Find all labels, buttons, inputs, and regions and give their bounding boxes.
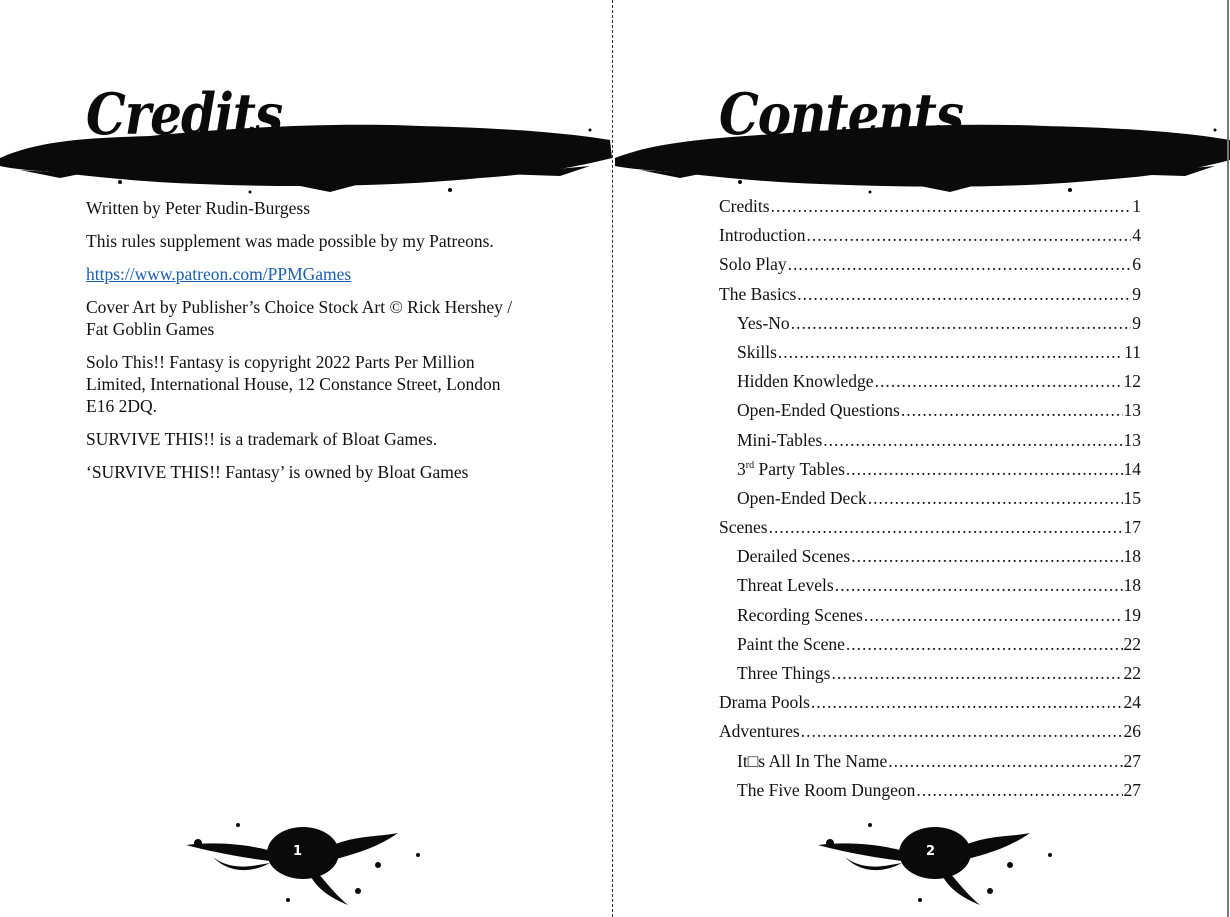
toc-subentry[interactable]: 3rd Party Tables ..... 14 (719, 459, 1141, 488)
ink-splat-icon (810, 805, 1070, 915)
toc-entry[interactable]: The Basics ..... 9 (719, 284, 1141, 313)
ownership-notice: ‘SURVIVE THIS!! Fantasy’ is owned by Bloat Games (86, 462, 469, 482)
page-heading: Contents (719, 80, 964, 148)
table-of-contents (719, 196, 1141, 809)
toc-subentry[interactable]: Yes-No ..... 9 (719, 313, 1141, 342)
page-number: 1 (293, 844, 303, 859)
toc-subentry[interactable]: Derailed Scenes ..... 18 (719, 546, 1141, 575)
toc-entry[interactable]: Credits ..... 1 (719, 196, 1141, 225)
page-heading: Credits (86, 80, 283, 148)
document-edge (1227, 0, 1229, 917)
credits-section (86, 197, 516, 494)
toc-subentry[interactable]: Paint the Scene ..... 22 (719, 634, 1141, 663)
toc-subentry[interactable]: Hidden Knowledge ..... 12 (719, 371, 1141, 400)
toc-subentry[interactable]: Open-Ended Questions ..... 13 (719, 400, 1141, 429)
ink-splat-icon (178, 805, 438, 915)
right-page (615, 0, 1230, 917)
toc-subentry[interactable]: Recording Scenes ..... 19 (719, 605, 1141, 634)
copyright-notice: Solo This!! Fantasy is copyright 2022 Parts Per Million Limited, International House, 12 Constance Street, London E16 2DQ. (86, 352, 501, 416)
toc-entry[interactable]: Solo Play ..... 6 (719, 254, 1141, 283)
toc-subentry[interactable]: Three Things ..... 22 (719, 663, 1141, 692)
toc-subentry[interactable]: Skills ..... 11 (719, 342, 1141, 371)
toc-entry[interactable]: Introduction ..... 4 (719, 225, 1141, 254)
cover-art-credit: Cover Art by Publisher’s Choice Stock Art © Rick Hershey / Fat Goblin Games (86, 297, 513, 339)
left-page (0, 0, 612, 917)
trademark-notice: SURVIVE THIS!! is a trademark of Bloat Games. (86, 429, 438, 449)
toc-subentry[interactable]: It□s All In The Name ..... 27 (719, 751, 1141, 780)
page-divider (612, 0, 613, 917)
toc-subentry[interactable]: Mini-Tables ..... 13 (719, 430, 1141, 459)
supplement-note: This rules supplement was made possible by my Patreons. (86, 231, 494, 251)
toc-subentry[interactable]: The Five Room Dungeon ..... 27 (719, 780, 1141, 809)
author-credit: Written by Peter Rudin-Burgess (86, 198, 311, 218)
toc-entry[interactable]: Drama Pools ..... 24 (719, 692, 1141, 721)
toc-subentry[interactable]: Threat Levels ..... 18 (719, 575, 1141, 604)
page-number: 2 (926, 844, 936, 859)
toc-entry[interactable]: Scenes ..... 17 (719, 517, 1141, 546)
patreon-link[interactable]: https://www.patreon.com/PPMGames (86, 264, 352, 284)
toc-entry[interactable]: Adventures ..... 26 (719, 721, 1141, 750)
toc-subentry[interactable]: Open-Ended Deck ..... 15 (719, 488, 1141, 517)
